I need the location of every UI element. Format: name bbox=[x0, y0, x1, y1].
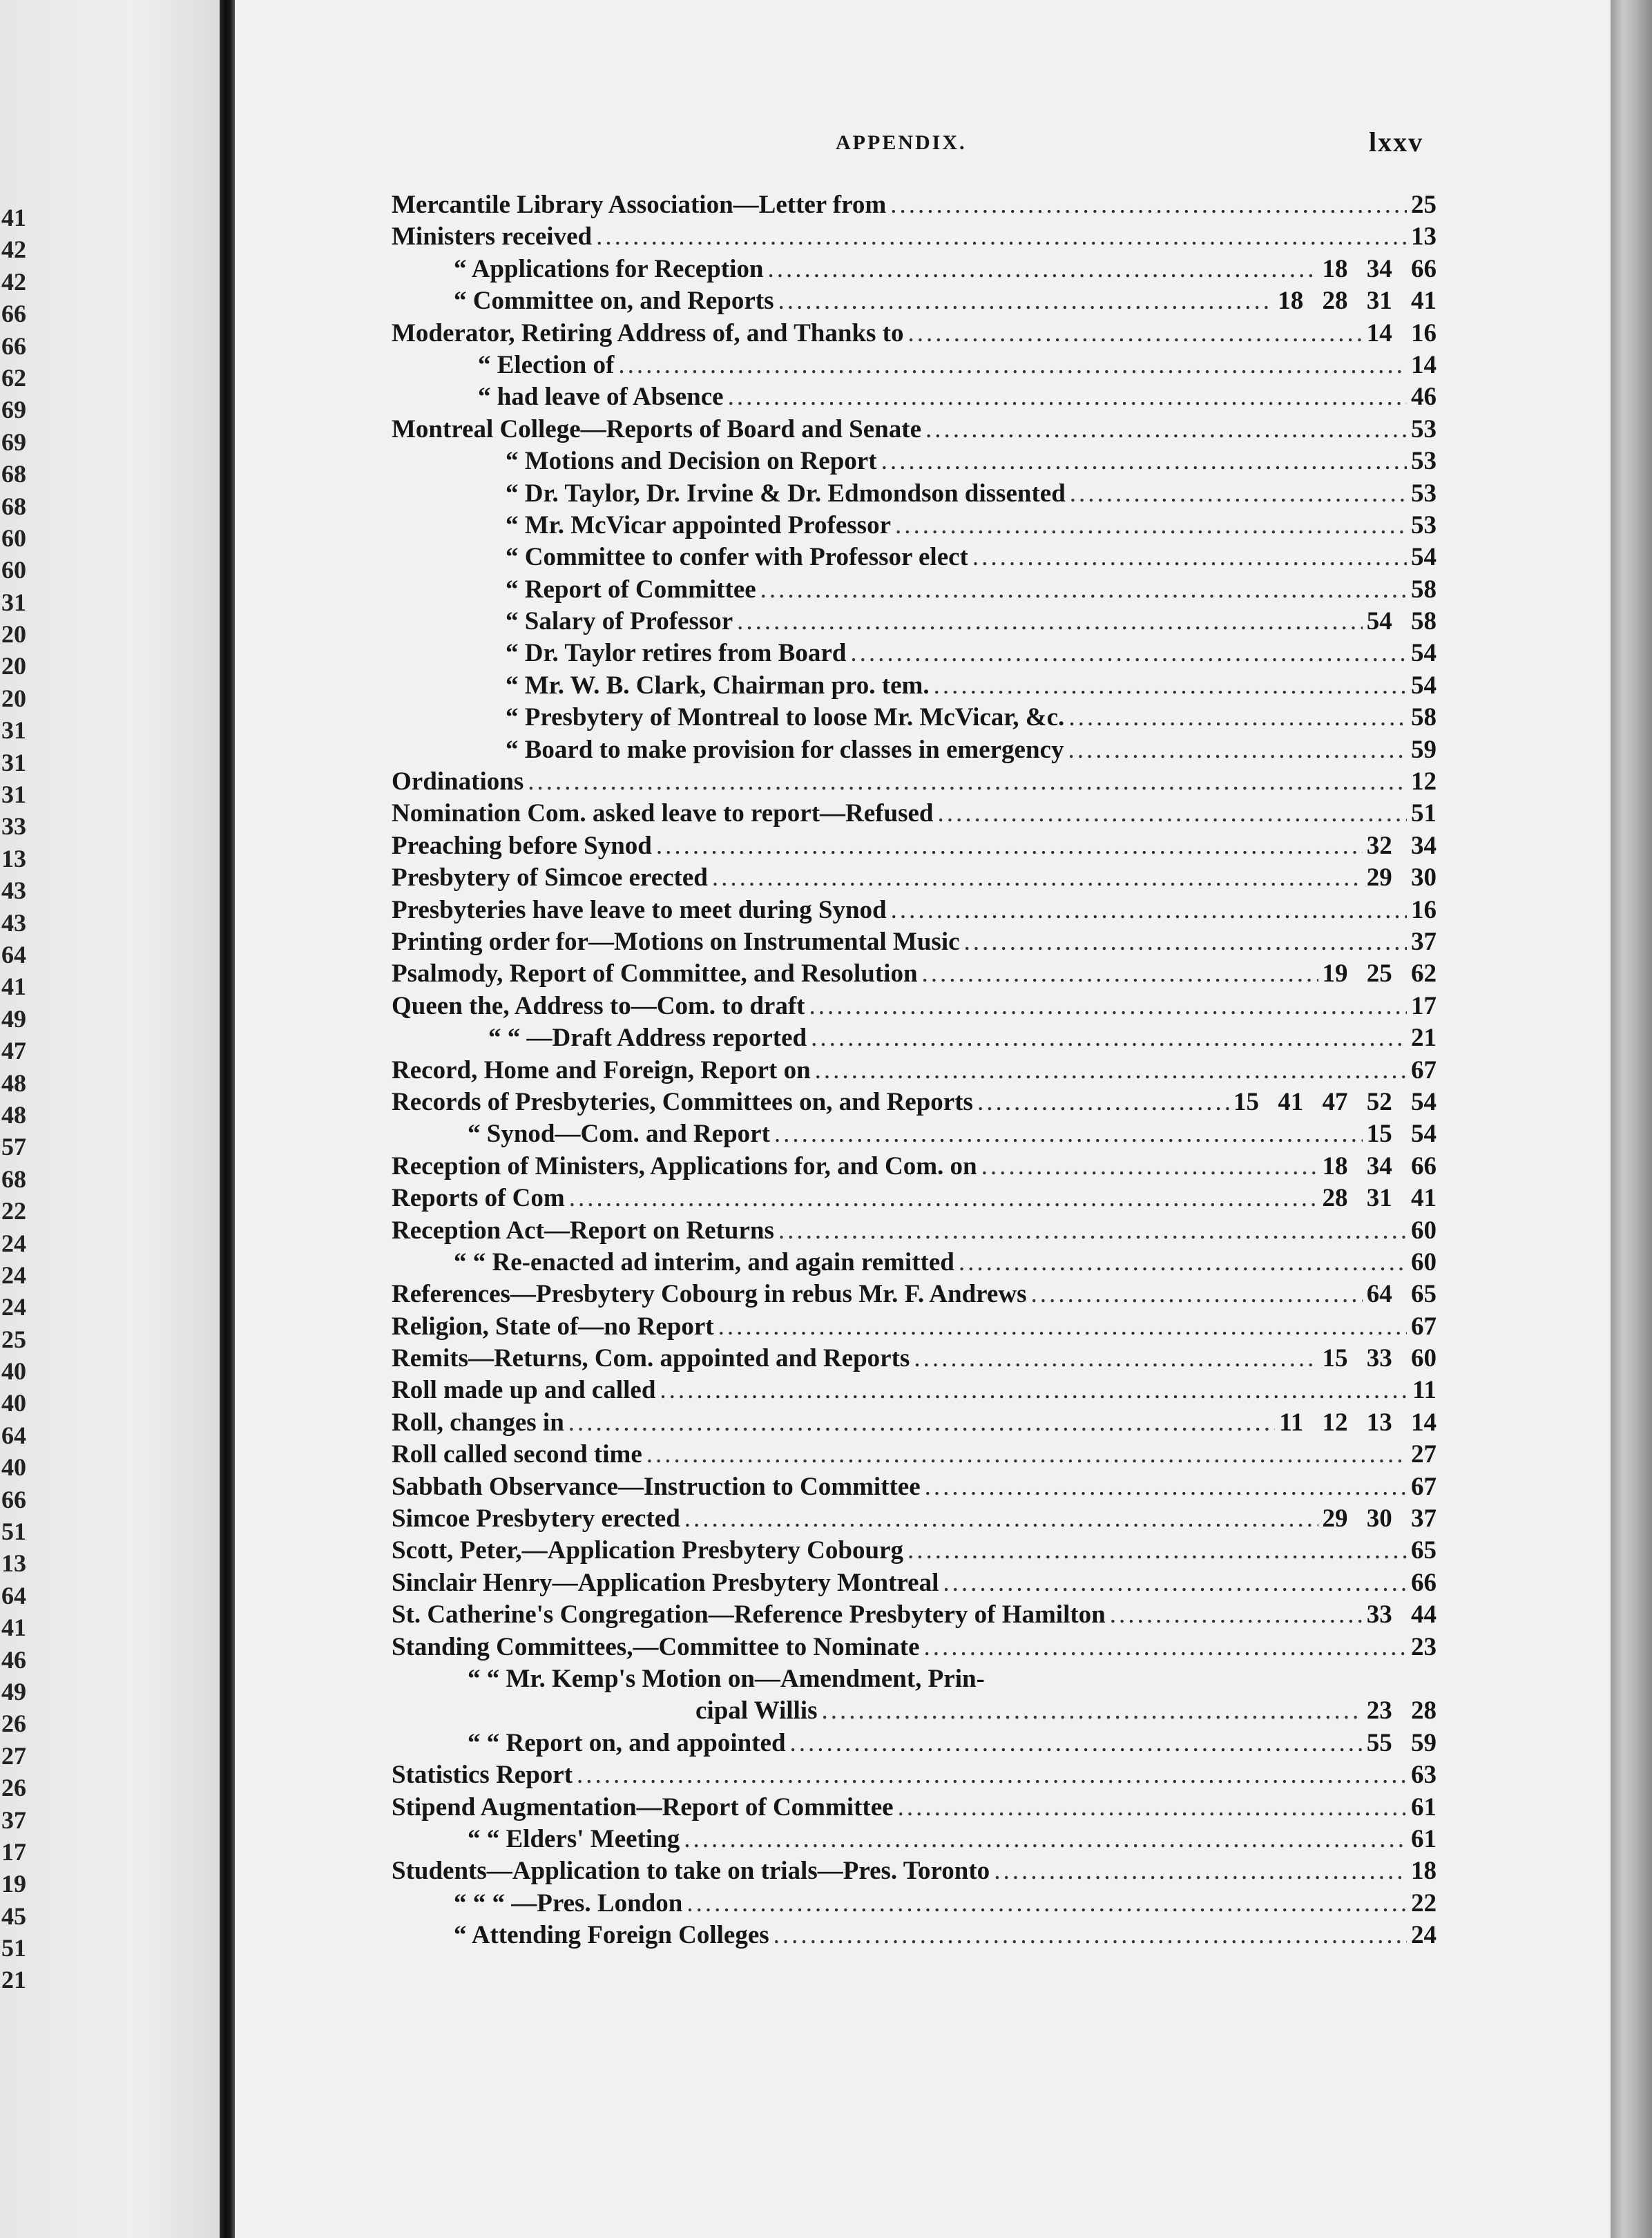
facing-page-number: 21 bbox=[1, 1966, 26, 1994]
index-entry bbox=[392, 1695, 1437, 1727]
facing-page-number: 22 bbox=[1, 1197, 26, 1225]
entry-pages: 64 65 bbox=[1366, 1280, 1437, 1309]
index-entry bbox=[392, 991, 1437, 1022]
index-entry bbox=[392, 638, 1437, 669]
facing-page-number: 62 bbox=[1, 363, 26, 392]
entry-text: Preaching before Synod bbox=[392, 831, 652, 860]
facing-page-number: 41 bbox=[1, 973, 26, 1001]
page-number: lxxv bbox=[1369, 126, 1424, 157]
entry-pages: 55 59 bbox=[1366, 1728, 1437, 1757]
entry-pages: 60 bbox=[1411, 1216, 1437, 1245]
dot-leader bbox=[977, 1087, 1229, 1118]
entry-text: “ “ Mr. Kemp's Motion on—Amendment, Prin- bbox=[468, 1664, 985, 1693]
facing-page-number: 60 bbox=[1, 524, 26, 552]
entry-text: “ Committee on, and Reports bbox=[454, 287, 774, 316]
entry-pages: 18 34 66 bbox=[1322, 254, 1437, 283]
index-entry bbox=[392, 381, 1437, 413]
entry-text: Record, Home and Foreign, Report on bbox=[392, 1055, 811, 1084]
entry-text: Nomination Com. asked leave to report—Refused bbox=[392, 799, 934, 828]
entry-pages: 25 bbox=[1411, 191, 1437, 219]
dot-leader bbox=[959, 1247, 1407, 1279]
dot-leader bbox=[811, 1022, 1407, 1054]
dot-leader bbox=[890, 189, 1407, 221]
entry-text: “ “ Report on, and appointed bbox=[468, 1728, 786, 1757]
facing-page-number: 24 bbox=[1, 1261, 26, 1289]
index-entry bbox=[392, 285, 1437, 317]
entry-text: Moderator, Retiring Address of, and Thanks to bbox=[392, 318, 904, 347]
dot-leader bbox=[922, 958, 1318, 990]
dot-leader bbox=[925, 1471, 1407, 1503]
entry-pages: 19 25 62 bbox=[1322, 959, 1437, 988]
dot-leader bbox=[790, 1728, 1363, 1759]
index-entry bbox=[392, 1022, 1437, 1054]
index-entry bbox=[392, 1888, 1437, 1920]
entry-pages: 58 bbox=[1411, 703, 1437, 732]
facing-page-number: 24 bbox=[1, 1229, 26, 1257]
dot-leader bbox=[1110, 1599, 1363, 1631]
entry-pages: 14 bbox=[1411, 350, 1437, 379]
dot-leader bbox=[924, 1632, 1407, 1663]
index-entry bbox=[392, 895, 1437, 926]
entry-text: “ Mr. W. B. Clark, Chairman pro. tem. bbox=[506, 671, 930, 700]
entry-pages: 28 31 41 bbox=[1322, 1184, 1437, 1213]
running-head: APPENDIX. bbox=[836, 131, 967, 154]
dot-leader bbox=[718, 1311, 1407, 1343]
book-gutter bbox=[220, 0, 235, 2238]
facing-page-number: 68 bbox=[1, 492, 26, 520]
dot-leader bbox=[760, 574, 1407, 606]
dot-leader bbox=[964, 926, 1407, 958]
entry-pages: 33 44 bbox=[1366, 1600, 1437, 1629]
facing-page-number: 33 bbox=[1, 812, 26, 841]
entry-text: Reception Act—Report on Returns bbox=[392, 1216, 774, 1245]
entry-pages: 54 bbox=[1411, 671, 1437, 700]
dot-leader bbox=[914, 1343, 1318, 1375]
entry-pages: 61 bbox=[1411, 1824, 1437, 1853]
dot-leader bbox=[972, 542, 1407, 573]
facing-page-number: 40 bbox=[1, 1357, 26, 1386]
entry-text: Ordinations bbox=[392, 767, 524, 796]
dot-leader bbox=[994, 1855, 1407, 1887]
entry-pages: 54 58 bbox=[1366, 607, 1437, 636]
entry-text: “ Applications for Reception bbox=[454, 254, 764, 283]
index-entry bbox=[392, 254, 1437, 285]
entry-pages: 53 bbox=[1411, 447, 1437, 476]
entry-text: “ Mr. McVicar appointed Professor bbox=[506, 510, 891, 539]
entry-text: Sabbath Observance—Instruction to Committee bbox=[392, 1472, 921, 1501]
dot-leader bbox=[981, 1151, 1318, 1183]
entry-text: Roll called second time bbox=[392, 1440, 642, 1469]
index-entry bbox=[392, 1920, 1437, 1951]
entry-pages: 32 34 bbox=[1366, 831, 1437, 860]
dot-leader bbox=[568, 1407, 1275, 1439]
facing-page-number: 47 bbox=[1, 1037, 26, 1065]
entry-text: “ Motions and Decision on Report bbox=[506, 447, 877, 476]
facing-page-number: 19 bbox=[1, 1870, 26, 1898]
index-entry bbox=[392, 1247, 1437, 1279]
entry-pages: 54 bbox=[1411, 543, 1437, 572]
index-entry bbox=[392, 1183, 1437, 1214]
entry-text: “ Attending Foreign Colleges bbox=[454, 1921, 769, 1950]
facing-page-number: 41 bbox=[1, 1614, 26, 1642]
index-entry bbox=[392, 702, 1437, 734]
dot-leader bbox=[943, 1567, 1407, 1599]
facing-page-number: 13 bbox=[1, 844, 26, 872]
facing-page-number: 66 bbox=[1, 332, 26, 360]
entry-pages: 15 54 bbox=[1366, 1120, 1437, 1149]
index-entry bbox=[392, 1087, 1437, 1118]
entry-text: Students—Application to take on trials—Pres. Toronto bbox=[392, 1857, 990, 1886]
index-entry bbox=[392, 1439, 1437, 1471]
index-entry bbox=[392, 189, 1437, 221]
entry-text: St. Catherine's Congregation—Reference Presbytery of Hamilton bbox=[392, 1600, 1106, 1629]
index-entry bbox=[392, 798, 1437, 830]
dot-leader bbox=[1068, 702, 1407, 734]
index-entry bbox=[392, 1855, 1437, 1887]
entry-pages: 51 bbox=[1411, 799, 1437, 828]
entry-pages: 29 30 bbox=[1366, 863, 1437, 892]
facing-page-number: 49 bbox=[1, 1677, 26, 1705]
index-entry bbox=[392, 478, 1437, 510]
dot-leader bbox=[737, 606, 1363, 638]
index-entry bbox=[392, 830, 1437, 862]
entry-text: “ “ —Draft Address reported bbox=[488, 1024, 807, 1053]
index-entry bbox=[392, 1567, 1437, 1599]
dot-leader bbox=[686, 1888, 1407, 1920]
entry-pages: 24 bbox=[1411, 1921, 1437, 1950]
index-entry bbox=[392, 862, 1437, 894]
entry-text: “ Election of bbox=[478, 350, 615, 379]
entry-pages: 22 bbox=[1411, 1888, 1437, 1917]
entry-pages: 12 bbox=[1411, 767, 1437, 796]
facing-page-number: 68 bbox=[1, 460, 26, 488]
index-entry bbox=[392, 1118, 1437, 1150]
page-edge bbox=[1611, 0, 1652, 2238]
entry-text: Presbytery of Simcoe erected bbox=[392, 863, 708, 892]
facing-page-number: 42 bbox=[1, 267, 26, 296]
facing-page-number: 69 bbox=[1, 396, 26, 424]
entry-text: Presbyteries have leave to meet during Synod bbox=[392, 895, 887, 924]
index-entry bbox=[392, 1279, 1437, 1310]
facing-page-number: 57 bbox=[1, 1133, 26, 1161]
index-entry bbox=[392, 1535, 1437, 1567]
entry-text: Psalmody, Report of Committee, and Resolution bbox=[392, 959, 918, 988]
dot-leader bbox=[850, 638, 1407, 669]
dot-leader bbox=[937, 798, 1407, 830]
index-entry bbox=[392, 350, 1437, 381]
entry-pages: 23 bbox=[1411, 1632, 1437, 1661]
entry-text: cipal Willis bbox=[695, 1696, 818, 1725]
dot-leader bbox=[528, 766, 1407, 798]
entry-pages: 53 bbox=[1411, 510, 1437, 539]
entry-pages: 67 bbox=[1411, 1055, 1437, 1084]
index-list bbox=[392, 189, 1437, 1951]
facing-page-number: 27 bbox=[1, 1741, 26, 1770]
entry-text: Standing Committees,—Committee to Nominate bbox=[392, 1632, 920, 1661]
entry-pages: 17 bbox=[1411, 991, 1437, 1020]
entry-pages: 11 bbox=[1412, 1376, 1437, 1405]
facing-page-number: 69 bbox=[1, 428, 26, 456]
facing-page-number: 41 bbox=[1, 204, 26, 231]
index-entry bbox=[392, 606, 1437, 638]
entry-text: Reception of Ministers, Applications for, and Com. on bbox=[392, 1151, 977, 1180]
dot-leader bbox=[646, 1439, 1407, 1471]
facing-page-number: 66 bbox=[1, 1485, 26, 1513]
entry-pages: 15 33 60 bbox=[1322, 1344, 1437, 1373]
entry-pages: 14 16 bbox=[1366, 318, 1437, 347]
index-entry bbox=[392, 1471, 1437, 1503]
index-entry bbox=[392, 1311, 1437, 1343]
entry-text: Roll, changes in bbox=[392, 1408, 564, 1437]
index-entry bbox=[392, 1728, 1437, 1759]
dot-leader bbox=[712, 862, 1363, 894]
facing-page-number: 17 bbox=[1, 1837, 26, 1866]
entry-pages: 65 bbox=[1411, 1536, 1437, 1565]
facing-page bbox=[0, 0, 220, 2238]
entry-text: Mercantile Library Association—Letter from bbox=[392, 191, 887, 219]
entry-text: Printing order for—Motions on Instrumental Music bbox=[392, 927, 960, 956]
index-entry bbox=[392, 446, 1437, 477]
dot-leader bbox=[660, 1375, 1408, 1406]
entry-text: “ “ Re-enacted ad interim, and again remitted bbox=[454, 1247, 954, 1276]
facing-page-number: 31 bbox=[1, 588, 26, 616]
dot-leader bbox=[577, 1759, 1407, 1791]
entry-pages: 61 bbox=[1411, 1792, 1437, 1821]
facing-page-number: 43 bbox=[1, 908, 26, 937]
entry-text: References—Presbytery Cobourg in rebus Mr. F. Andrews bbox=[392, 1280, 1027, 1309]
entry-pages: 46 bbox=[1411, 383, 1437, 412]
index-entry bbox=[392, 958, 1437, 990]
entry-text: Records of Presbyteries, Committees on, and Reports bbox=[392, 1087, 973, 1116]
entry-text: “ Salary of Professor bbox=[506, 607, 733, 636]
index-entry bbox=[392, 670, 1437, 702]
index-entry bbox=[392, 1151, 1437, 1183]
dot-leader bbox=[728, 381, 1407, 413]
facing-page-number: 51 bbox=[1, 1934, 26, 1962]
entry-pages: 16 bbox=[1411, 895, 1437, 924]
index-entry bbox=[392, 1759, 1437, 1791]
entry-text: “ “ Elders' Meeting bbox=[468, 1824, 680, 1853]
index-entry bbox=[392, 1503, 1437, 1535]
entry-text: Remits—Returns, Com. appointed and Reports bbox=[392, 1344, 910, 1373]
entry-pages: 60 bbox=[1411, 1247, 1437, 1276]
facing-page-number: 20 bbox=[1, 652, 26, 680]
entry-text: Scott, Peter,—Application Presbytery Cobourg bbox=[392, 1536, 903, 1565]
dot-leader bbox=[907, 318, 1362, 350]
entry-text: “ Report of Committee bbox=[506, 575, 756, 604]
dot-leader bbox=[778, 1215, 1407, 1247]
entry-pages: 18 34 66 bbox=[1322, 1151, 1437, 1180]
facing-page-number: 42 bbox=[1, 236, 26, 264]
index-entry bbox=[392, 1343, 1437, 1375]
index-entry bbox=[392, 318, 1437, 350]
entry-pages: 27 bbox=[1411, 1440, 1437, 1469]
entry-pages: 18 bbox=[1411, 1857, 1437, 1886]
dot-leader bbox=[596, 221, 1407, 253]
entry-pages: 54 bbox=[1411, 639, 1437, 668]
dot-leader bbox=[895, 510, 1407, 542]
entry-text: Sinclair Henry—Application Presbytery Montreal bbox=[392, 1568, 939, 1597]
dot-leader bbox=[815, 1055, 1407, 1087]
index-entry bbox=[392, 221, 1437, 253]
entry-text: “ had leave of Absence bbox=[478, 383, 724, 412]
entry-pages: 13 bbox=[1411, 222, 1437, 251]
facing-page-number: 26 bbox=[1, 1774, 26, 1802]
entry-pages: 53 bbox=[1411, 414, 1437, 443]
facing-page-number: 68 bbox=[1, 1165, 26, 1193]
dot-leader bbox=[898, 1792, 1407, 1824]
entry-text: Ministers received bbox=[392, 222, 593, 251]
entry-text: Montreal College—Reports of Board and Senate bbox=[392, 414, 921, 443]
entry-pages: 21 bbox=[1411, 1024, 1437, 1053]
dot-leader bbox=[934, 670, 1407, 702]
entry-text: “ Synod—Com. and Report bbox=[468, 1120, 770, 1149]
entry-text: Simcoe Presbytery erected bbox=[392, 1504, 680, 1533]
facing-page-number: 48 bbox=[1, 1069, 26, 1097]
dot-leader bbox=[1030, 1279, 1362, 1310]
facing-page-number: 64 bbox=[1, 1421, 26, 1449]
entry-pages: 15 41 47 52 54 bbox=[1233, 1087, 1437, 1116]
facing-page-number: 40 bbox=[1, 1453, 26, 1482]
entry-text: “ Committee to confer with Professor elect bbox=[506, 543, 968, 572]
entry-pages: 23 28 bbox=[1366, 1696, 1437, 1725]
dot-leader bbox=[822, 1695, 1363, 1727]
entry-pages: 58 bbox=[1411, 575, 1437, 604]
index-entry bbox=[392, 766, 1437, 798]
facing-page-numbers bbox=[1, 202, 50, 1996]
entry-pages: 18 28 31 41 bbox=[1278, 287, 1437, 316]
entry-text: “ “ “ —Pres. London bbox=[454, 1888, 683, 1917]
index-entry bbox=[392, 926, 1437, 958]
index-entry bbox=[392, 1055, 1437, 1087]
dot-leader bbox=[778, 285, 1274, 317]
entry-text: “ Presbytery of Montreal to loose Mr. McVicar, &c. bbox=[506, 703, 1065, 732]
facing-page-number: 37 bbox=[1, 1806, 26, 1834]
entry-pages: 67 bbox=[1411, 1312, 1437, 1341]
facing-page-number: 64 bbox=[1, 1581, 26, 1609]
dot-leader bbox=[1068, 734, 1407, 766]
entry-pages: 59 bbox=[1411, 735, 1437, 764]
entry-text: Queen the, Address to—Com. to draft bbox=[392, 991, 805, 1020]
entry-text: Statistics Report bbox=[392, 1761, 573, 1790]
facing-page-number: 48 bbox=[1, 1100, 26, 1129]
facing-page-number: 26 bbox=[1, 1710, 26, 1738]
facing-page-number: 46 bbox=[1, 1645, 26, 1674]
entry-pages: 53 bbox=[1411, 479, 1437, 508]
facing-page-number: 64 bbox=[1, 940, 26, 968]
dot-leader bbox=[891, 895, 1407, 926]
dot-leader bbox=[684, 1824, 1407, 1855]
index-entry bbox=[392, 1407, 1437, 1439]
entry-pages: 29 30 37 bbox=[1322, 1504, 1437, 1533]
dot-leader bbox=[774, 1118, 1363, 1150]
entry-text: Religion, State of—no Report bbox=[392, 1312, 714, 1341]
entry-text: Stipend Augmentation—Report of Committee bbox=[392, 1792, 894, 1821]
index-entry bbox=[392, 1824, 1437, 1855]
entry-pages: 67 bbox=[1411, 1472, 1437, 1501]
dot-leader bbox=[907, 1535, 1407, 1567]
facing-page-number: 24 bbox=[1, 1293, 26, 1321]
entry-text: “ Dr. Taylor, Dr. Irvine & Dr. Edmondson dissented bbox=[506, 479, 1066, 508]
entry-text: Reports of Com bbox=[392, 1184, 565, 1213]
facing-page-number: 45 bbox=[1, 1902, 26, 1930]
dot-leader bbox=[618, 350, 1407, 381]
entry-text: “ Board to make provision for classes in emergency bbox=[506, 735, 1064, 764]
facing-page-number: 13 bbox=[1, 1549, 26, 1578]
index-entry bbox=[392, 542, 1437, 573]
entry-pages: 11 12 13 14 bbox=[1279, 1408, 1437, 1437]
entry-text: Roll made up and called bbox=[392, 1376, 656, 1405]
index-entry bbox=[392, 1375, 1437, 1406]
facing-page-number: 43 bbox=[1, 877, 26, 905]
dot-leader bbox=[774, 1920, 1407, 1951]
index-entry bbox=[392, 1663, 1437, 1695]
entry-pages: 63 bbox=[1411, 1761, 1437, 1790]
facing-page-number: 66 bbox=[1, 300, 26, 328]
index-entry bbox=[392, 1792, 1437, 1824]
index-entry bbox=[392, 1632, 1437, 1663]
dot-leader bbox=[569, 1183, 1318, 1214]
dot-leader bbox=[881, 446, 1407, 477]
index-entry bbox=[392, 510, 1437, 542]
facing-page-number: 31 bbox=[1, 716, 26, 745]
dot-leader bbox=[684, 1503, 1318, 1535]
facing-page-number: 25 bbox=[1, 1325, 26, 1353]
facing-page-number: 49 bbox=[1, 1004, 26, 1033]
facing-page-number: 20 bbox=[1, 684, 26, 712]
facing-page-number: 31 bbox=[1, 781, 26, 809]
dot-leader bbox=[809, 991, 1408, 1022]
entry-pages: 66 bbox=[1411, 1568, 1437, 1597]
dot-leader bbox=[656, 830, 1363, 862]
index-entry bbox=[392, 734, 1437, 766]
entry-text: “ Dr. Taylor retires from Board bbox=[506, 639, 847, 668]
index-entry bbox=[392, 1599, 1437, 1631]
entry-pages: 37 bbox=[1411, 927, 1437, 956]
index-entry bbox=[392, 414, 1437, 446]
index-entry bbox=[392, 1215, 1437, 1247]
index-entry bbox=[392, 574, 1437, 606]
facing-page-number: 20 bbox=[1, 620, 26, 649]
dot-leader bbox=[1070, 478, 1407, 510]
facing-page-number: 60 bbox=[1, 556, 26, 584]
dot-leader bbox=[925, 414, 1407, 446]
dot-leader bbox=[767, 254, 1318, 285]
facing-page-number: 51 bbox=[1, 1518, 26, 1546]
facing-page-number: 31 bbox=[1, 748, 26, 776]
facing-page-number: 40 bbox=[1, 1389, 26, 1417]
